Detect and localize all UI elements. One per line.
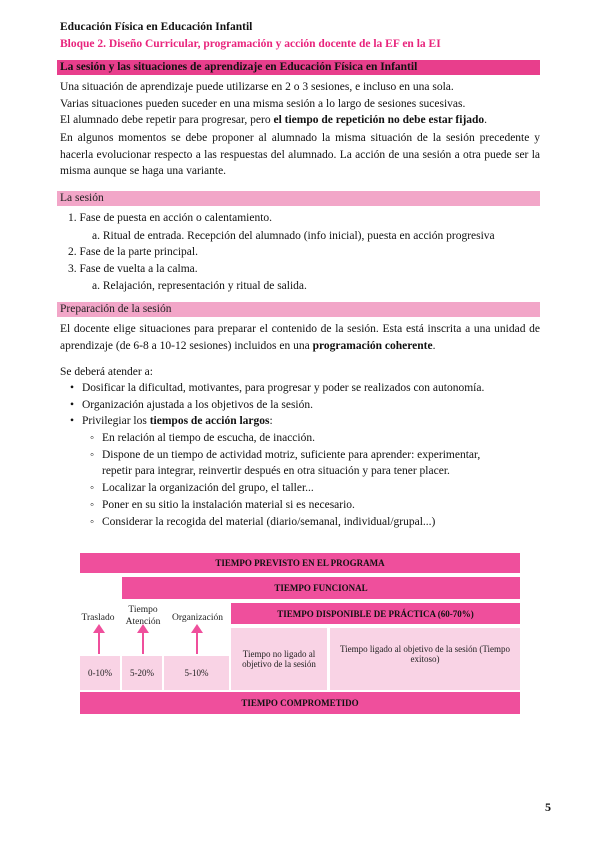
cell-tiempo-ligado: Tiempo ligado al objetivo de la sesión (Tiempo exitoso) [330,628,520,690]
arrow-up-icon [98,632,100,654]
section-heading-sesion-situaciones: La sesión y las situaciones de aprendizaje en Educación Física en Infantil [57,60,540,75]
text-span: Privilegiar los [82,415,150,427]
label-traslado: Traslado [81,613,115,623]
text-span: : [269,415,273,427]
arrow-up-icon [196,632,198,654]
document-title: Educación Física en Educación Infantil [60,21,253,33]
bold-text: tiempos de acción largos [149,415,270,427]
sub-bullet-continuation: repetir para integrar, reinvertir después en otra situación y para tener placer. [102,465,450,477]
list-item: 1. Fase de puesta en acción o calentamiento. [68,212,273,224]
list-item: a. Ritual de entrada. Recepción del alumnado (info inicial), puesta en acción progresiva [92,230,495,242]
bold-text: programación coherente [312,339,433,352]
paragraph-line [60,112,487,129]
document-subtitle: Bloque 2. Diseño Curricular, programación y acción docente de la EF en la EI [60,38,441,50]
sub-bullet-item: ◦ Dispone de un tiempo de actividad motriz, suficiente para aprender: experimentar, [102,447,480,464]
section-heading-preparacion: Preparación de la sesión [57,302,540,317]
section-heading-la-sesion: La sesión [57,191,540,206]
list-item: 2. Fase de la parte principal. [68,246,198,258]
bullet-item [82,413,273,430]
text-span: . [432,339,436,352]
cell-tiempo-no-ligado: Tiempo no ligado al objetivo de la sesión [231,628,327,690]
text-span: El alumnado debe repetir para progresar, pero [60,114,274,126]
bold-text: el tiempo de repetición no debe estar fijado [273,114,485,126]
row-tiempo-comprometido: TIEMPO COMPROMETIDO [80,692,520,714]
row-tiempo-disponible: TIEMPO DISPONIBLE DE PRÁCTICA (60-70%) [231,603,520,624]
paragraph [60,321,540,354]
bullet-item: • Organización ajustada a los objetivos de la sesión. [82,397,313,414]
cell-pct-traslado: 0-10% [80,656,120,690]
paragraph-line: Varias situaciones pueden suceder en una misma sesión a lo largo de sesiones sucesivas. [60,98,466,110]
list-item: a. Relajación, representación y ritual de salida. [92,280,307,292]
sub-bullet-item: ◦ En relación al tiempo de escucha, de inacción. [102,430,315,447]
arrow-up-icon [142,632,144,654]
text-span: El docente elige situaciones para preparar el contenido de la sesión. Esta está inscrita a una unidad de aprendizaje (de 6-8 a 10-12 sesiones) incluidos en una [60,323,540,352]
cell-pct-organizacion: 5-10% [164,656,229,690]
sub-bullet-item: ◦ Considerar la recogida del material (diario/semanal, individual/grupal...) [102,514,435,531]
row-tiempo-previsto: TIEMPO PREVISTO EN EL PROGRAMA [80,553,520,573]
bullet-item: • Dosificar la dificultad, motivantes, para progresar y poder se realizados con autonomía. [82,380,484,397]
label-tiempo-atencion: Tiempo Atención [125,605,161,627]
paragraph-line: Se deberá atender a: [60,366,153,378]
label-organizacion: Organización [172,613,223,623]
row-tiempo-funcional: TIEMPO FUNCIONAL [122,577,520,599]
list-item: 3. Fase de vuelta a la calma. [68,263,198,275]
paragraph: En algunos momentos se debe proponer al alumnado la misma situación de la sesión precedente y hacerla evolucionar respecto a las respuestas del alumnado. La acción de una sesión a otra puede ser la misma aunque se haga una variante. [60,132,540,177]
paragraph-line: Una situación de aprendizaje puede utilizarse en 2 o 3 sesiones, e incluso en una sola. [60,81,454,93]
sub-bullet-item: ◦ Localizar la organización del grupo, el taller... [102,480,314,497]
sub-bullet-item: ◦ Poner en su sitio la instalación material si es necesario. [102,497,355,514]
page-number: 5 [545,800,551,814]
cell-pct-atencion: 5-20% [122,656,162,690]
text-span: . [484,114,488,126]
